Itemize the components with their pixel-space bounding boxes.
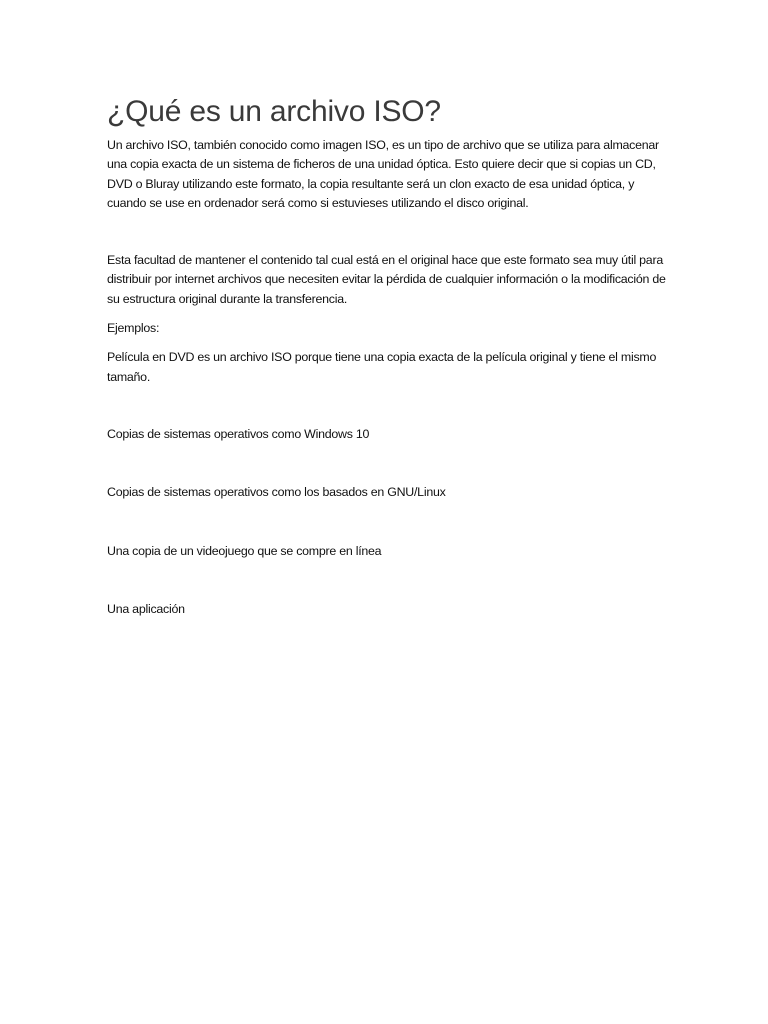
document-body xyxy=(107,92,667,619)
example-item: Copias de sistemas operativos como los basados en GNU/Linux xyxy=(107,485,446,500)
intro-paragraph: Un archivo ISO, también conocido como imagen ISO, es un tipo de archivo que se utiliza para almacenar una copia exacta de un sistema de ficheros de una unidad óptica. Esto quiere decir que si copias un CD, DVD o Bluray utilizando este formato, la copia resultante será un clon exacto de esa unidad óptica, y cuando se use en ordenador será como si estuvieses utilizando el disco original. xyxy=(107,138,659,210)
usage-paragraph: Esta facultad de mantener el contenido tal cual está en el original hace que este formato sea muy útil para distribuir por internet archivos que necesiten evitar la pérdida de cualquier información o la modificación de su estructura original durante la transferencia. xyxy=(107,253,666,306)
example-item: Una copia de un videojuego que se compre en línea xyxy=(107,543,382,558)
example-item: Una aplicación xyxy=(107,601,185,616)
example-item: Película en DVD es un archivo ISO porque tiene una copia exacta de la película original y tiene el mismo tamaño. xyxy=(107,350,657,384)
document-title: ¿Qué es un archivo ISO? xyxy=(107,95,441,128)
example-item: Copias de sistemas operativos como Windows 10 xyxy=(107,426,370,441)
examples-label: Ejemplos: xyxy=(107,321,160,336)
